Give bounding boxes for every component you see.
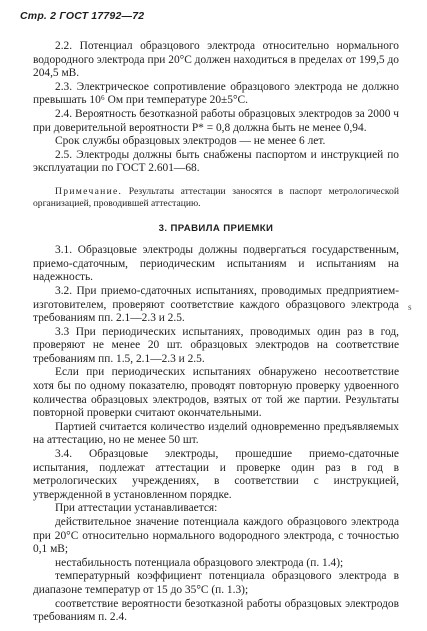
paragraph-2-4: 2.4. Вероятность безотказной работы образцовых электродов за 2000 ч при доверительной вероятности P* = 0,8 должна быть не менее 0,94. <box>33 107 399 134</box>
paragraph-2-5: 2.5. Электроды должны быть снабжены паспортом и инструкцией по эксплуатации по ГОСТ 2.601—68. <box>33 148 399 175</box>
paragraph-3-3: 3.3 При периодических испытаниях, проводимых один раз в год, проверяют не менее 20 шт. образцовых электродов на соответствие требованиям пп. 1.5, 2.1—2.3 и 2.5. <box>33 325 399 365</box>
paragraph-service-life: Срок службы образцовых электродов — не менее 6 лет. <box>55 135 326 148</box>
paragraph-repeat-check: Если при периодических испытаниях обнаружено несоответствие хотя бы по одному показателю, проводят повторную проверку удвоенного количества образцовых электродов, взятых от той же партии. Результаты повторной проверки считают окончательными. <box>33 366 399 420</box>
note-text: Результаты аттестации заносятся в паспорт метрологической организацией, проводившей аттестацию. <box>33 185 399 209</box>
paragraph-instability: нестабильность потенциала образцового электрода (п. 1.4); <box>55 556 344 569</box>
paragraph-certification-intro: При аттестации устанавливается: <box>55 502 218 515</box>
paragraph-temp-coefficient: температурный коэффициент потенциала образцового электрода в диапазоне температур от 15 до 35°С (п. 1.3); <box>33 570 399 596</box>
margin-mark: s <box>408 302 412 312</box>
page-header: Стр. 2 ГОСТ 17792—72 <box>20 10 145 22</box>
document-body <box>33 40 399 625</box>
paragraph-3-2: 3.2. При приемо-сдаточных испытаниях, проводимых предприятием-изготовителем, проверяют соответствие каждого образцового электрода требованиям пп. 2.1—2.3 и 2.5. <box>33 284 399 325</box>
paragraph-3-1: 3.1. Образцовые электроды должны подвергаться государственным, приемо-сдаточным, периодическим испытаниям и испытаниям на надежность. <box>33 244 399 284</box>
paragraph-potential-value: действительное значение потенциала каждого образцового электрода при 20°С относительно нормального водородного электрода, с точностью 0,1 мВ; <box>33 516 399 556</box>
section-title: 3. ПРАВИЛА ПРИЕМКИ <box>158 223 274 235</box>
paragraph-3-4: 3.4. Образцовые электроды, прошедшие приемо-сдаточные испытания, подлежат аттестации и проверке один раз в год в метрологических учреждениях, в соответствии с инструкцией, утвержденной в установленном порядке. <box>33 448 399 501</box>
paragraph-batch: Партией считается количество изделий одновременно предъявляемых на аттестацию, но не менее 50 шт. <box>33 420 399 447</box>
paragraph-reliability: соответствие вероятности безотказной работы образцовых электродов требованиям п. 2.4. <box>33 597 399 624</box>
paragraph-2-3: 2.3. Электрическое сопротивление образцового электрода не должно превышать 10⁶ Ом при температуре 20±5°С. <box>33 80 399 107</box>
paragraph-2-2: 2.2. Потенциал образцового электрода относительно нормального водородного электрода при 20°С должен находиться в пределах от 199,5 до 204,5 мВ. <box>33 40 399 80</box>
note <box>33 186 399 209</box>
note-label: Примечание. <box>55 185 123 197</box>
